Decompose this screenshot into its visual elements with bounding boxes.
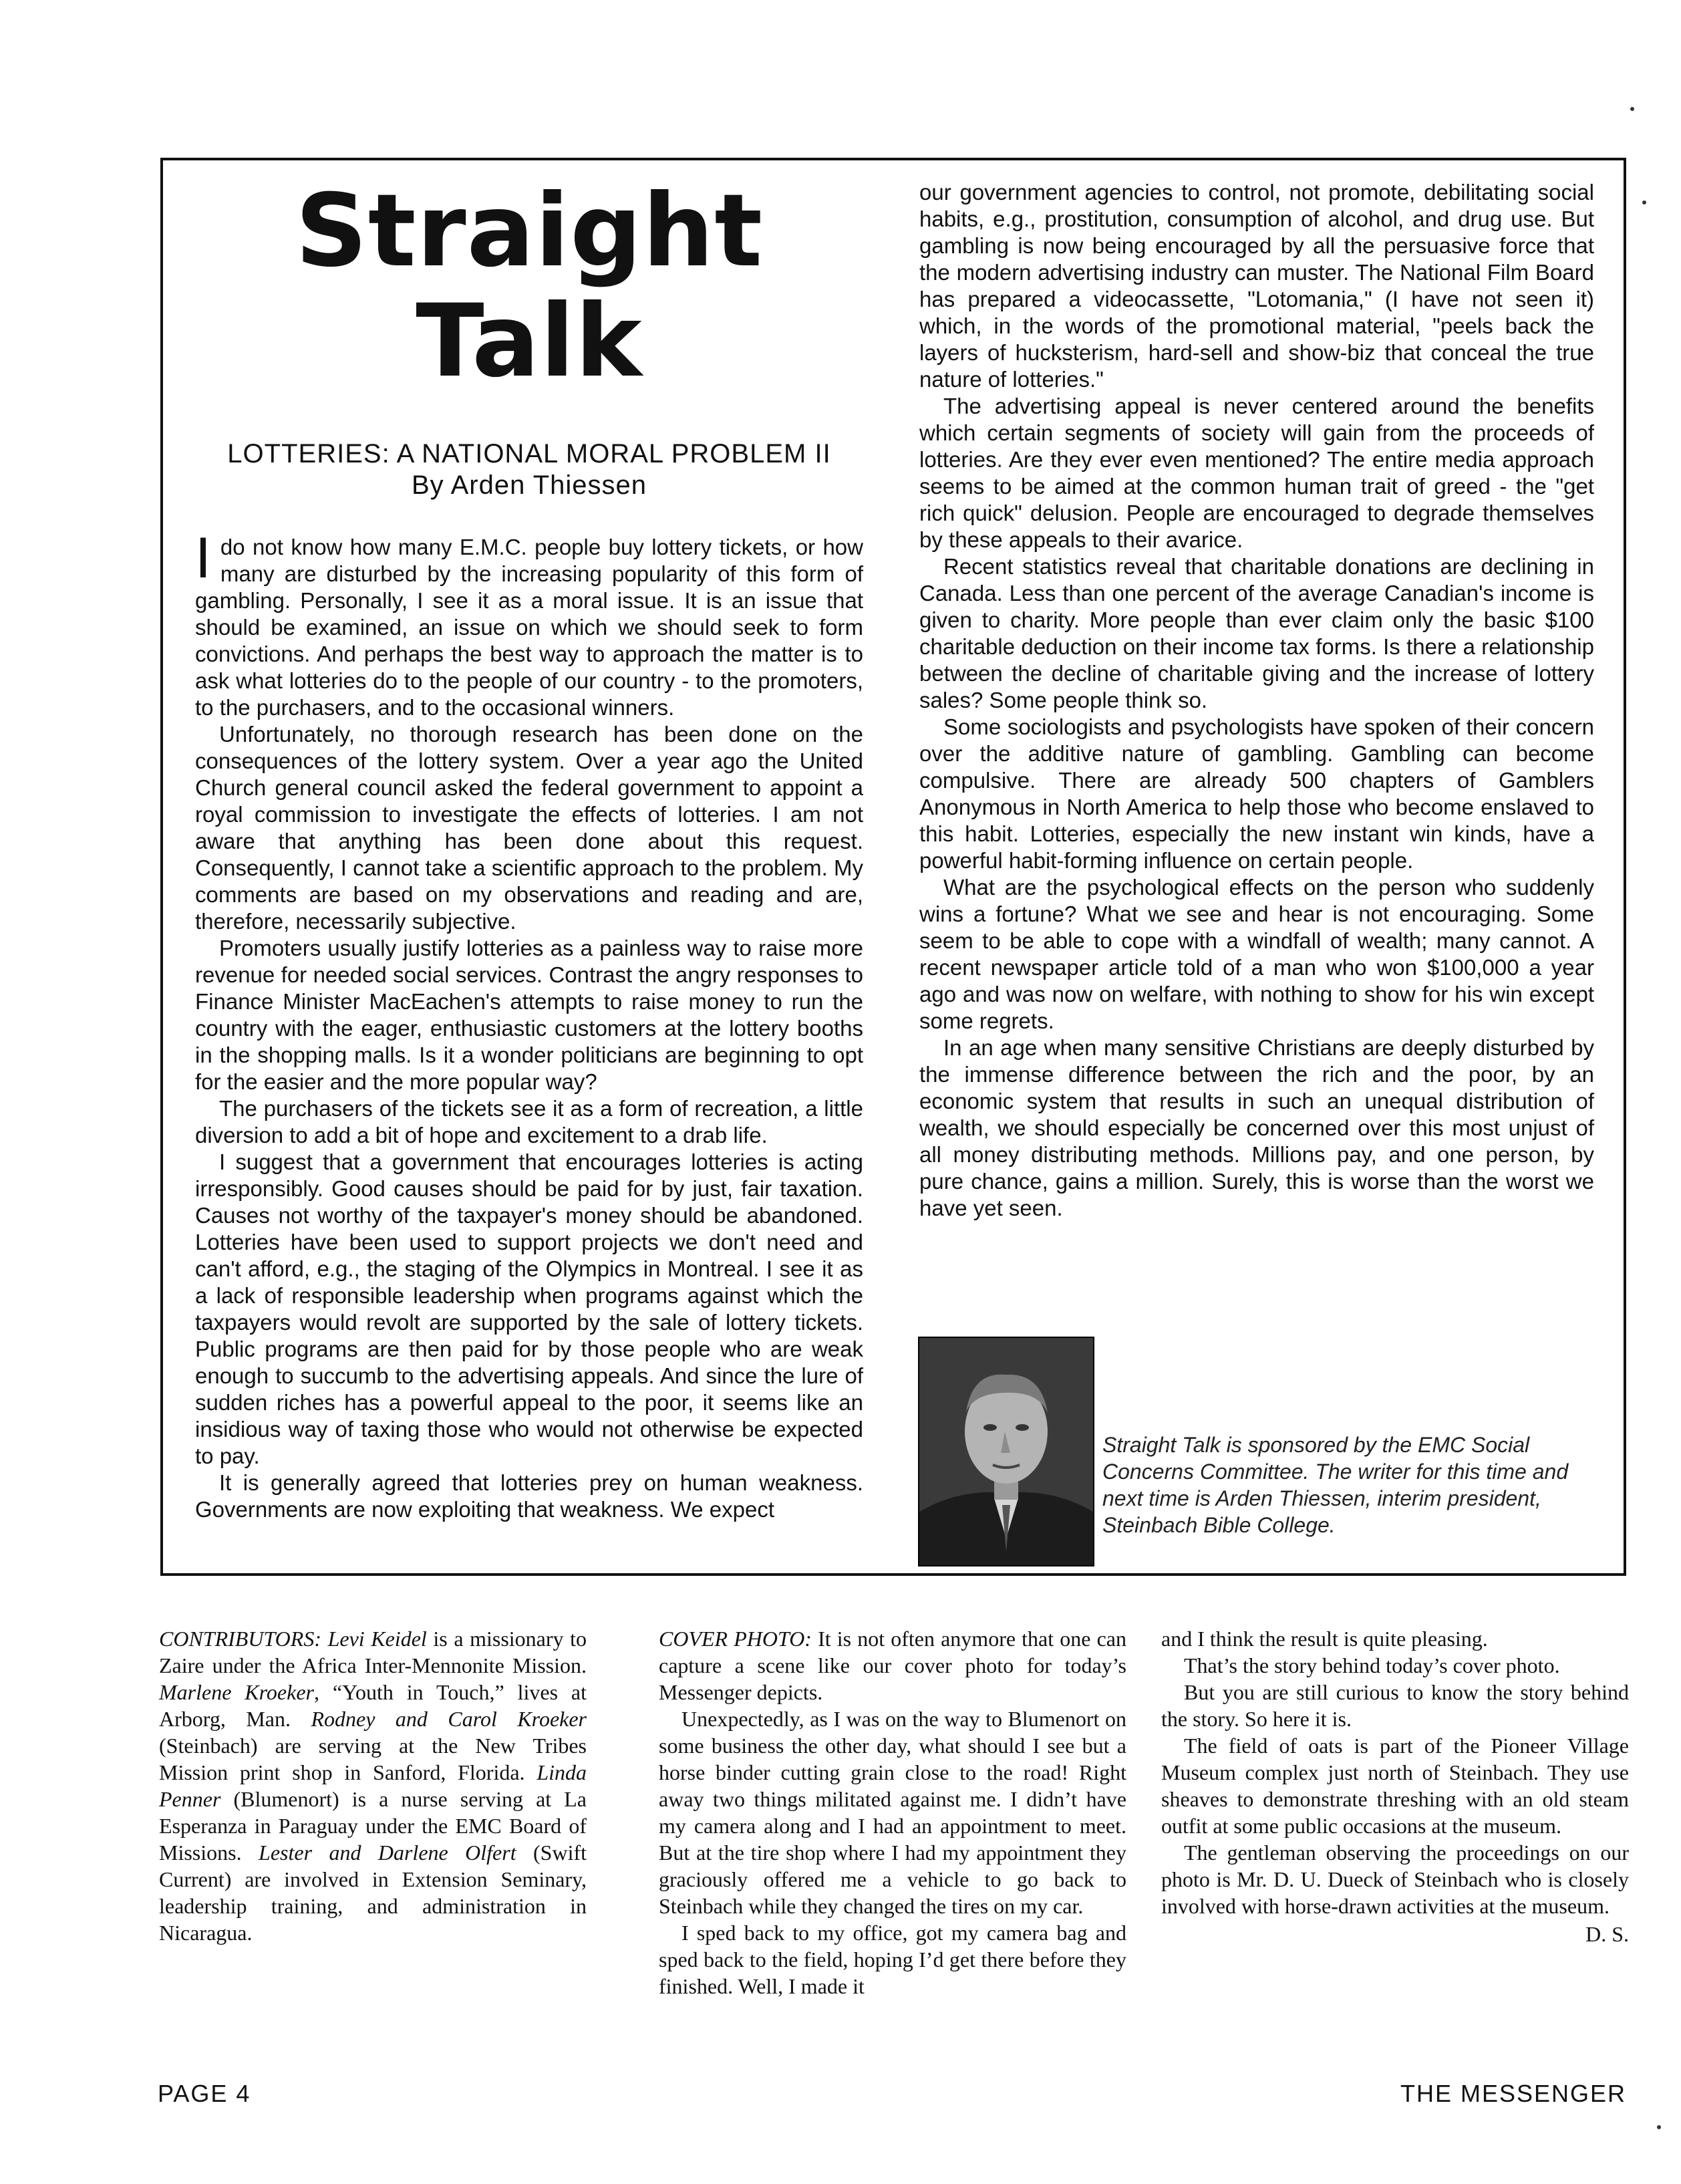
cover-photo-column-2 <box>1161 1625 1629 1947</box>
masthead: Straight Talk <box>295 173 764 400</box>
paragraph: In an age when many sensitive Christians are deeply disturbed by the immense difference between the rich and the poor, by an economic system that results in such an unequal distribution of wealth, we should especially be concerned over this most unjust of all money distributing methods. Millions pay, and one person, by pure chance, gains a million. Surely, this is worse than the worst we have yet seen. <box>919 1035 1594 1220</box>
paragraph: The advertising appeal is never centered around the benefits which certain segments of society will gain from the proceeds of lotteries. Are they ever even mentioned? The entire media approach seems to be aimed at the common human trait of greed - the "get rich quick" delusion. People are encouraged to degrade themselves by these appeals to their avarice. <box>919 394 1594 552</box>
paragraph: The gentleman observing the proceedings on our photo is Mr. D. U. Dueck of Steinbach who is closely involved with horse-drawn activities at the museum. <box>1161 1840 1629 1918</box>
publication-name: THE MESSENGER <box>1400 2080 1627 2107</box>
contributors-column <box>159 1625 587 1946</box>
scan-speck <box>1630 107 1634 111</box>
paragraph: I suggest that a government that encourages lotteries is acting irresponsibly. Good causes should be paid for by just, fair taxation. Causes not worthy of the taxpayer's money should be abandoned. Lotteries have been used to support projects we don't need and can't afford, e.g., the staging of the Olympics in Montreal. I see it as a lack of responsible leadership when programs against which the taxpayers would revolt are supported by the sale of lottery tickets. Public programs are then paid for by those people who are weak enough to succumb to the advertising appeals. And since the lure of sudden riches has a powerful appeal to the poor, it seems like an insidious way of taxing those who would not otherwise be expected to pay. <box>195 1149 863 1468</box>
paragraph: That’s the story behind today’s cover photo. <box>1184 1653 1560 1677</box>
paragraph: I do not know how many E.M.C. people buy lottery tickets, or how many are disturbed by the increasing popularity of this form of gambling. Personally, I see it as a moral issue. It is an issue that should be examined, an issue on which we should seek to form convictions. And perhaps the best way to approach the matter is to ask what lotteries do to the people of our country - to the promoters, to the purchasers, and to the occasional winners. <box>195 526 863 720</box>
paragraph: What are the psychological effects on the person who suddenly wins a fortune? What we see and hear is not encouraging. Some seem to be able to cope with a windfall of wealth; many cannot. A recent newspaper article told of a man who won $100,000 a year ago and was now on welfare, with nothing to show for his win except some regrets. <box>919 875 1594 1033</box>
scan-speck <box>1642 200 1646 204</box>
scan-speck <box>1657 2125 1661 2129</box>
headline: LOTTERIES: A NATIONAL MORAL PROBLEM II <box>227 439 831 468</box>
cover-photo-intro: COVER PHOTO: It is not often anymore that one can capture a scene like our cover photo for today’s Messenger depicts. <box>659 1627 1127 1704</box>
page-number: PAGE 4 <box>158 2080 251 2107</box>
signature: D. S. <box>1585 1922 1629 1946</box>
byline: By Arden Thiessen <box>411 470 647 500</box>
article-left-column <box>195 171 863 1523</box>
paragraph: Unexpectedly, as I was on the way to Blumenort on some business the other day, what should I see but a horse binder cutting grain close to the road! Right away two things militated against me. I didn’t have my camera along and I had an appointment to meet. But at the tire shop where I had my appointment they graciously offered me a vehicle to go back to Steinbach while they changed the tires on my car. <box>659 1707 1126 1918</box>
article-body-left <box>195 526 863 1523</box>
paragraph: I sped back to my office, got my camera bag and sped back to the field, hoping I’d get there before they finished. Well, I made it <box>659 1921 1126 1998</box>
paragraph: It is generally agreed that lotteries prey on human weakness. Governments are now exploiting that weakness. We expect <box>195 1470 863 1522</box>
paragraph: The purchasers of the tickets see it as a form of recreation, a little diversion to add a bit of hope and excitement to a drab life. <box>195 1096 863 1147</box>
paragraph: Some sociologists and psychologists have spoken of their concern over the additive nature of gambling. Gambling can become compulsive. There are already 500 chapters of Gamblers Anonymous in North America to help those who become enslaved to this habit. Lotteries, especially the new instant win kinds, have a powerful habit-forming influence on certain people. <box>919 714 1594 873</box>
paragraph: Promoters usually justify lotteries as a painless way to raise more revenue for needed social services. Contrast the angry responses to Finance Minister MacEachen's attempts to raise money to run the country with the eager, enthusiastic customers at the lottery booths in the shopping malls. Is it a wonder politicians are beginning to opt for the easier and the more popular way? <box>195 936 863 1094</box>
paragraph: Unfortunately, no thorough research has been done on the consequences of the lottery system. Over a year ago the United Church general council asked the federal government to appoint a royal commission to investigate the effects of lotteries. I am not aware that anything has been done about this request. Consequently, I cannot take a scientific approach to the problem. My comments are based on my observations and reading and are, therefore, necessarily subjective. <box>195 722 863 934</box>
paragraph: Recent statistics reveal that charitable donations are declining in Canada. Less than one percent of the average Canadian's income is given to charity. More people than ever claim only the basic $100 charitable deduction on their income tax forms. Is there a relationship between the decline of charitable giving and the increase of lottery sales? Some people think so. <box>919 554 1594 712</box>
author-portrait <box>918 1337 1094 1566</box>
contributors-text: CONTRIBUTORS: Levi Keidel is a missionary to Zaire under the Africa Inter-Mennonite Mission. Marlene Kroeker, “Youth in Touch,” lives at Arborg, Man. Rodney and Carol Kroeker (Steinbach) are serving at the New Tribes Mission print shop in Sanford, Florida. Linda Penner (Blumenort) is a nurse serving at La Esperanza in Paraguay under the EMC Board of Missions. Lester and Darlene Olfert (Swift Current) are involved in Extension Seminary, leadership training, and administration in Nicaragua. <box>159 1627 587 1945</box>
photo-caption: Straight Talk is sponsored by the EMC Social Concerns Committee. The writer for this time and next time is Arden Thiessen, interim president, Steinbach Bible College. <box>1102 1433 1569 1537</box>
article-body-right <box>919 179 1594 1222</box>
portrait-illustration <box>919 1338 1093 1565</box>
paragraph: But you are still curious to know the story behind the story. So here it is. <box>1161 1680 1629 1731</box>
paragraph: our government agencies to control, not promote, debilitating social habits, e.g., prostitution, consumption of alcohol, and drug use. But gambling is now being encouraged by all the persuasive force that the modern advertising industry can muster. The National Film Board has prepared a videocassette, "Lotomania," (I have not seen it) which, in the words of the promotional material, "peels back the layers of hucksterism, hard-sell and show-biz that conceal the true nature of lotteries." <box>919 180 1594 392</box>
paragraph: and I think the result is quite pleasing. <box>1161 1627 1488 1651</box>
drop-cap: I <box>195 526 211 590</box>
cover-photo-column-1 <box>659 1625 1126 2000</box>
paragraph: The field of oats is part of the Pioneer Village Museum complex just north of Steinbach. They use sheaves to demonstrate threshing with an old steam outfit at some public occasions at the museum. <box>1161 1734 1629 1838</box>
article-right-column <box>919 179 1594 1222</box>
